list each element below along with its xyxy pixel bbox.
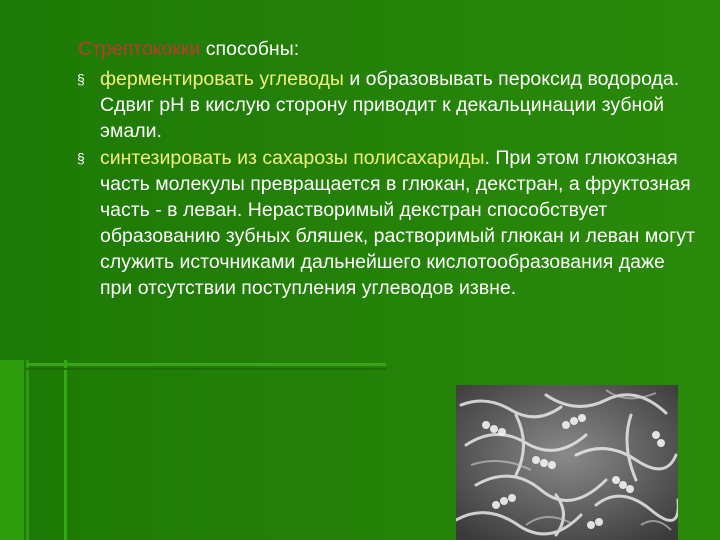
bullet-highlight: синтезировать из сахарозы полисахариды	[100, 147, 485, 169]
bullet-marker: §	[77, 150, 85, 166]
bullet-item	[78, 66, 698, 144]
intro-line	[78, 36, 698, 62]
slide-text	[78, 36, 698, 302]
bullet-item	[78, 145, 698, 301]
decorative-line	[26, 368, 386, 370]
microscope-bacteria-image	[456, 385, 678, 540]
intro-text: способны:	[200, 38, 300, 60]
decorative-line	[64, 360, 67, 540]
decorative-line	[26, 360, 29, 540]
decorative-line	[26, 363, 386, 366]
bullet-highlight: ферментировать углеводы	[100, 68, 344, 90]
decorative-bar	[0, 360, 24, 540]
bullet-text: . При этом глюкозная часть молекулы превращается в глюкан, декстран, а фруктозная часть - в леван. Нерастворимый декстран способствует образованию зубных бляшек, растворимый глюкан и леван могут служить источниками дальнейшего кислотообразования даже при отсутствии поступления углеводов извне.	[100, 147, 695, 299]
intro-subject: Стрептококки	[78, 38, 201, 60]
bullet-text: и образовывать пероксид водорода. Сдвиг рН в кислую сторону приводит к декальцинации зубной эмали.	[100, 68, 680, 142]
bullet-marker: §	[77, 71, 85, 87]
